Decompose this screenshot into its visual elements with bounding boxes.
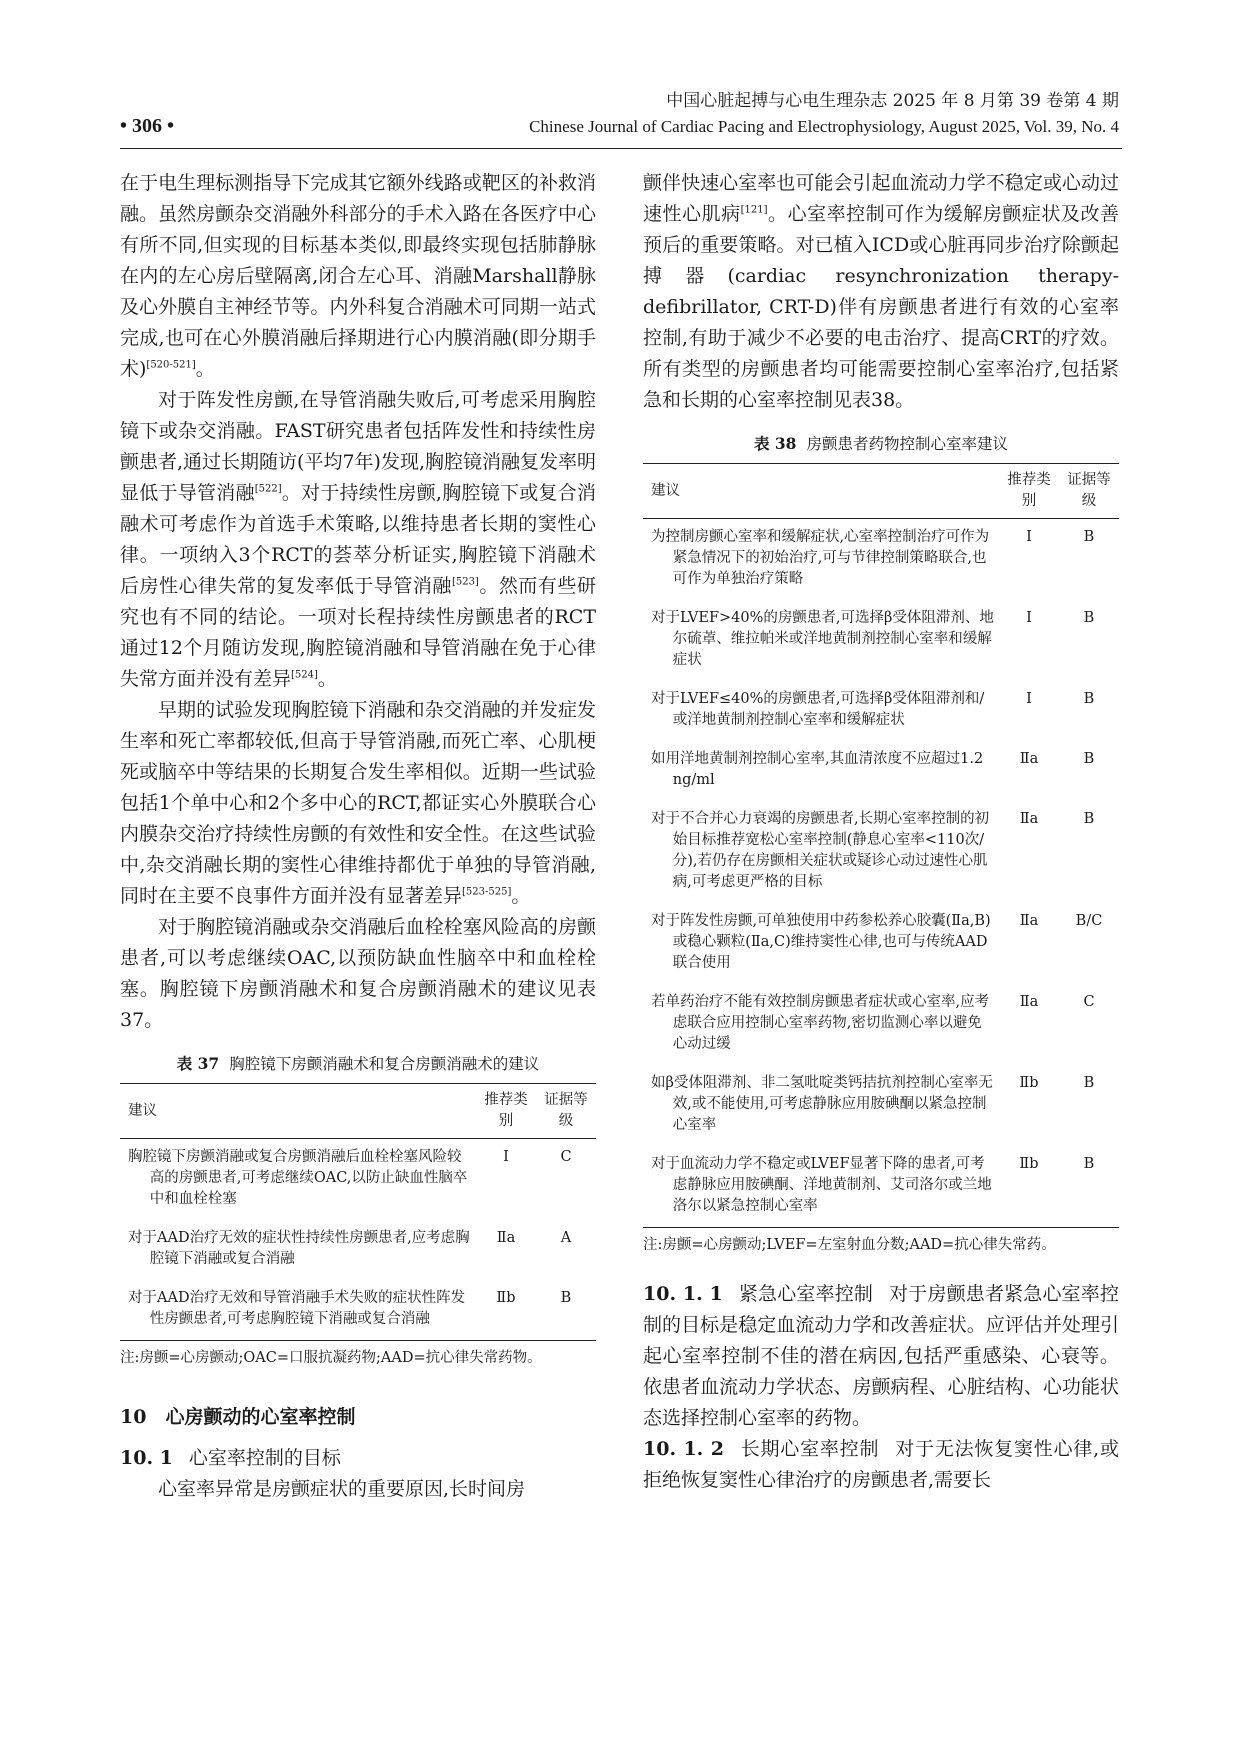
paragraph: 对于阵发性房颤,在导管消融失败后,可考虑采用胸腔镜下或杂交消融。FAST研究患者包括阵发性和持续性房颤患者,通过长期随访(平均7年)发现,胸腔镜消融复发率明显低于导管消融[522]。对于持续性房颤,胸腔镜下或复合消融术可考虑作为首选手术策略,以维持患者长期的窦性心律。一项纳入3个RCT的荟萃分析证实,胸腔镜下消融术后房性心律失常的复发率低于导管消融[523]。然而有些研究也有不同的结论。一项对长程持续性房颤患者的RCT通过12个月随访发现,胸腔镜消融和导管消融在免于心律失常方面并没有差异[524]。	[120, 389, 596, 690]
table-row: 为控制房颤心室率和缓解症状,心室率控制治疗可作为紧急情况下的初始治疗,可与节律控制策略联合,也可作为单独治疗策略 Ⅰ B	[651, 529, 1095, 587]
paragraph: 10. 1. 2 长期心室率控制 对于无法恢复窦性心律,或拒绝恢复窦性心律治疗的房颤患者,需要长	[643, 1438, 1119, 1491]
column-header: 证据等级	[544, 1092, 588, 1129]
table-37	[120, 1083, 596, 1341]
paragraph: 10. 1. 1 紧急心室率控制 对于房颤患者紧急心室率控制的目标是稳定血流动力学和改善症状。应评估并处理引起心室率控制不佳的潜在病因,包括严重感染、心衰等。依患者血流动力学状态、房颤病程、心脏结构、心功能状态选择控制心室率的药物。	[643, 1283, 1119, 1429]
table-row: 对于LVEF>40%的房颤患者,可选择β受体阻滞剂、地尔硫䓬、维拉帕米或洋地黄制剂控制心室率和缓解症状 Ⅰ B	[651, 610, 1095, 668]
column-header: 证据等级	[1067, 472, 1111, 509]
table-row: 胸腔镜下房颤消融或复合房颤消融后血栓栓塞风险较高的房颤患者,可考虑继续OAC,以防止缺血性脑卒中和血栓栓塞 Ⅰ C	[128, 1149, 572, 1207]
table-note: 注:房颤=心房颤动;OAC=口服抗凝药物;AAD=抗心律失常药物。	[120, 1350, 542, 1366]
citation: [121]	[740, 204, 768, 216]
subsection-title: 紧急心室率控制	[738, 1283, 874, 1305]
table-row: 对于AAD治疗无效的症状性持续性房颤患者,应考虑胸腔镜下消融或复合消融 Ⅱa A	[128, 1230, 572, 1267]
column-header: 推荐类别	[1007, 472, 1051, 509]
citation: [523-525]	[462, 886, 512, 898]
column-header: 推荐类别	[484, 1092, 528, 1129]
table-note: 注:房颤=心房颤动;LVEF=左室射血分数;AAD=抗心律失常药。	[643, 1237, 1056, 1253]
page-number: • 306 •	[120, 115, 175, 137]
table-row: 如β受体阻滞剂、非二氢吡啶类钙拮抗剂控制心室率无效,或不能使用,可考虑静脉应用胺碘酮以紧急控制心室率 Ⅱb B	[651, 1075, 1095, 1133]
table-row: 对于AAD治疗无效和导管消融手术失败的症状性阵发性房颤患者,可考虑胸腔镜下消融或复合消融 Ⅱb B	[120, 1280, 596, 1341]
journal-title-cn: 中国心脏起搏与心电生理杂志 2025 年 8 月第 39 卷第 4 期	[666, 91, 1119, 111]
table-row: 如用洋地黄制剂控制心室率,其血清浓度不应超过1.2 ng/ml Ⅱa B	[651, 751, 1095, 788]
subsection-number: 10. 1. 2	[643, 1438, 724, 1460]
table-38	[643, 463, 1119, 1228]
journal-title-en: Chinese Journal of Cardiac Pacing and Electrophysiology, August 2025, Vol. 39, No. 4	[529, 117, 1119, 136]
paragraph: 在于电生理标测指导下完成其它额外线路或靶区的补救消融。虽然房颤杂交消融外科部分的手术入路在各医疗中心有所不同,但实现的目标基本类似,即最终实现包括肺静脉在内的左心房后壁隔离,闭合左心耳、消融Marshall静脉及心外膜自主神经节等。内外科复合消融术可同期一站式完成,也可在心外膜消融后择期进行心内膜消融(即分期手术)[520-521]。	[120, 172, 596, 380]
table-row: 对于阵发性房颤,可单独使用中药参松养心胶囊(Ⅱa,B)或稳心颗粒(Ⅱa,C)维持窦性心律,也可与传统AAD联合使用 Ⅱa B/C	[651, 913, 1103, 971]
table-row: 对于LVEF≤40%的房颤患者,可选择β受体阻滞剂和/或洋地黄制剂控制心室率和缓解症状 Ⅰ B	[651, 691, 1095, 728]
citation: [524]	[291, 669, 318, 681]
column-header: 建议	[651, 482, 680, 499]
paragraph: 心室率异常是房颤症状的重要原因,长时间房	[158, 1478, 526, 1500]
citation: [522]	[254, 483, 282, 495]
left-column	[120, 168, 596, 1505]
right-column	[643, 168, 1119, 1496]
header-rule	[120, 148, 1122, 149]
paragraph: 对于胸腔镜消融或杂交消融后血栓栓塞风险高的房颤患者,可以考虑继续OAC,以预防缺血性脑卒中和血栓栓塞。胸腔镜下房颤消融术和复合房颤消融术的建议见表37。	[120, 916, 596, 1031]
subsection-title: 长期心室率控制	[739, 1438, 880, 1460]
citation: [520-521]	[146, 359, 196, 371]
table-38-caption: 表 38 房颤患者药物控制心室率建议	[754, 434, 1008, 453]
column-header: 建议	[128, 1102, 157, 1119]
table-row: 对于血流动力学不稳定或LVEF显著下降的患者,可考虑静脉应用胺碘酮、洋地黄制剂、艾司洛尔或兰地洛尔以紧急控制心室率 Ⅱb B	[643, 1146, 1119, 1228]
table-row: 对于不合并心力衰竭的房颤患者,长期心室率控制的初始目标推荐宽松心室率控制(静息心室率<110次/分),若仍存在房颤相关症状或疑诊心动过速性心肌病,可考虑更严格的目标 Ⅱa B	[651, 811, 1095, 890]
paragraph: 早期的试验发现胸腔镜下消融和杂交消融的并发症发生率和死亡率都较低,但高于导管消融,而死亡率、心肌梗死或脑卒中等结果的长期复合发生率相似。近期一些试验包括1个单中心和2个多中心的RCT,都证实心外膜联合心内膜杂交治疗持续性房颤的有效性和安全性。在这些试验中,杂交消融长期的窦性心律维持都优于单独的导管消融,同时在主要不良事件方面并没有显著差异[523-525]。	[120, 699, 596, 907]
subsection-number: 10. 1. 1	[643, 1283, 723, 1305]
citation: [523]	[451, 576, 479, 588]
subsection-heading: 10. 1 心室率控制的目标	[120, 1447, 341, 1469]
table-row: 若单药治疗不能有效控制房颤患者症状或心室率,应考虑联合应用控制心室率药物,密切监测心率以避免心动过缓 Ⅱa C	[651, 994, 1095, 1052]
paragraph: 颤伴快速心室率也可能会引起血流动力学不稳定或心动过速性心肌病[121]。心室率控制可作为缓解房颤症状及改善预后的重要策略。对已植入ICD或心脏再同步治疗除颤起搏器(cardiac resynchronization therapy-defibrillator, CRT-D)伴有房颤患者进行有效的心室率控制,有助于减少不必要的电击治疗、提高CRT的疗效。所有类型的房颤患者均可能需要控制心室率治疗,包括紧急和长期的心室率控制见表38。	[643, 172, 1119, 411]
section-heading: 10 心房颤动的心室率控制	[120, 1406, 356, 1428]
table-37-caption: 表 37 胸腔镜下房颤消融术和复合房颤消融术的建议	[176, 1054, 540, 1073]
